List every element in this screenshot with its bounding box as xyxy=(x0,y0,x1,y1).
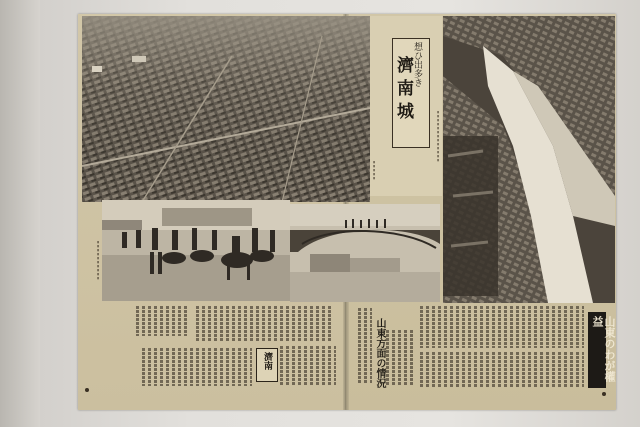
article-text-block xyxy=(280,346,336,386)
article-text-block xyxy=(142,348,252,386)
side-label-text: 山東のわが權益 xyxy=(591,316,616,382)
city-wall-photo xyxy=(443,16,615,303)
photo-caption-mark: ▮▮▮▮▮▮▮▮▮▮▮▮▮ xyxy=(436,110,440,162)
jinan-label-text: 濟南 xyxy=(262,352,272,370)
page-dot xyxy=(85,388,89,392)
page-dot xyxy=(602,392,606,396)
article-text-block xyxy=(136,306,190,336)
article-text-block xyxy=(420,352,584,388)
photo-caption-mark: ▮▮▮▮▮ xyxy=(372,160,376,180)
scanner-edge xyxy=(0,0,40,427)
aerial-city-photo xyxy=(82,16,370,202)
side-label-box xyxy=(588,312,616,388)
photo-caption-mark: ▮▮▮▮▮▮▮▮▮▮ xyxy=(96,240,100,280)
cavalry-troops-photo xyxy=(102,200,290,301)
article-text-block xyxy=(386,330,414,386)
article-text-block xyxy=(358,308,372,384)
arched-bridge-photo xyxy=(290,204,440,302)
section-heading: 山東方面の情況 xyxy=(374,318,385,388)
article-text-block xyxy=(420,306,584,348)
title-subtitle: 想ひ出多き xyxy=(412,42,422,87)
jinan-label-box xyxy=(256,348,278,382)
title-main: 濟南城 xyxy=(393,56,413,125)
article-text-block xyxy=(196,306,332,342)
